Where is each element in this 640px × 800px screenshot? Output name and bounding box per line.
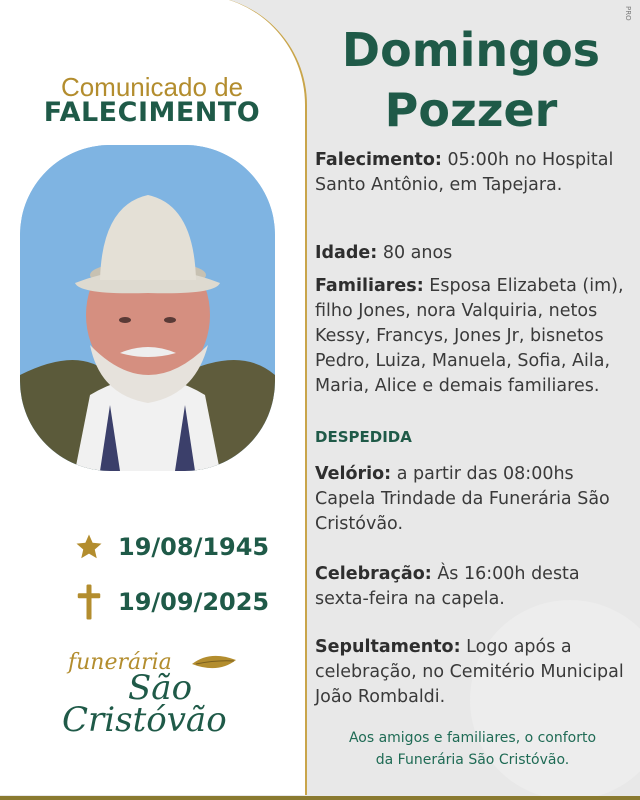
celebracao-block — [315, 562, 625, 612]
idade-text: 80 anos — [382, 243, 453, 263]
death-date: 19/09/2025 — [118, 588, 270, 616]
logo-cristovao: Cristóvão — [62, 700, 227, 740]
logo-sao: São — [128, 668, 193, 708]
familiares-label: Familiares: — [315, 276, 424, 296]
familiares-block — [315, 274, 625, 399]
leaf-icon — [190, 650, 238, 678]
star-icon — [72, 530, 106, 564]
deceased-name — [316, 20, 626, 140]
celebracao-text: Às 16:00h desta sexta-feira na capela. — [315, 564, 580, 609]
heading-falecimento: FALECIMENTO — [43, 97, 261, 128]
velorio-text: a partir das 08:00hs Capela Trindade da Funerária São Cristóvão. — [315, 464, 610, 534]
despedida-heading: DESPEDIDA — [315, 428, 412, 446]
falecimento-block — [315, 148, 625, 198]
corner-mark: PRO — [624, 6, 632, 21]
birth-date-row — [72, 530, 269, 564]
falecimento-label: Falecimento: — [315, 150, 442, 170]
logo-funeraria: funerária — [68, 650, 172, 675]
cross-icon — [72, 585, 106, 619]
deceased-last-name: Pozzer — [384, 83, 558, 137]
sepultamento-text: Logo após a celebração, no Cemitério Municipal João Rombaldi. — [315, 637, 624, 707]
birth-date: 19/08/1945 — [118, 533, 270, 561]
celebracao-label: Celebração: — [315, 564, 432, 584]
velorio-label: Velório: — [315, 464, 392, 484]
condolence-line-1: Aos amigos e familiares, o conforto — [348, 730, 597, 746]
velorio-block — [315, 462, 625, 537]
falecimento-text: 05:00h no Hospital Santo Antônio, em Tapejara. — [315, 150, 614, 195]
familiares-text: Esposa Elizabeta (im), filho Jones, nora Valquiria, netos Kessy, Francys, Jones Jr, bisnetos Pedro, Luiza, Manuela, Sofia, Aila, Maria, Alice e demais familiares. — [315, 276, 624, 396]
funeral-home-logo — [50, 648, 250, 758]
idade-block — [315, 241, 625, 266]
condolence-message — [310, 727, 635, 771]
portrait-photo — [20, 145, 275, 471]
condolence-line-2: da Funerária São Cristóvão. — [375, 752, 570, 768]
heading-comunicado: Comunicado de — [60, 72, 244, 102]
death-date-row — [72, 585, 269, 619]
bottom-bar — [0, 796, 640, 800]
sepultamento-label: Sepultamento: — [315, 637, 461, 657]
deceased-first-name: Domingos — [341, 23, 601, 77]
sepultamento-block — [315, 635, 625, 710]
idade-label: Idade: — [315, 243, 378, 263]
